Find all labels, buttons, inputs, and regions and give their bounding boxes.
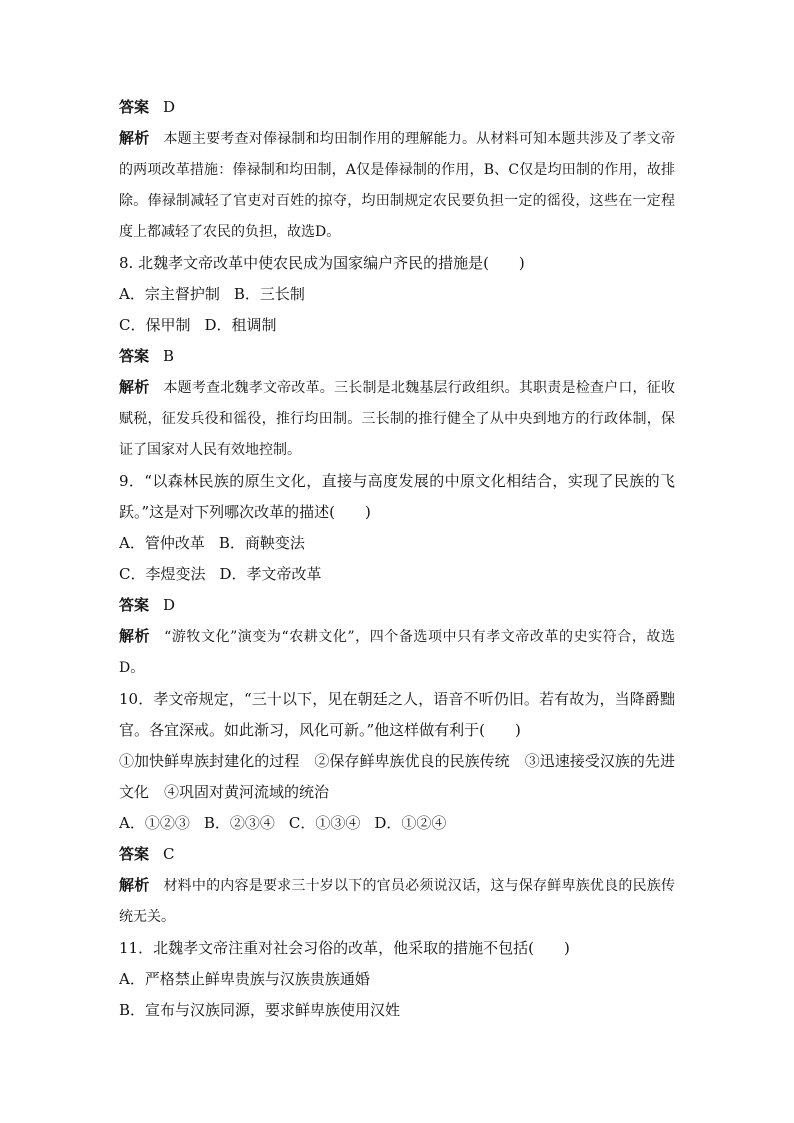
answer-value: D [163,98,176,116]
option-item: B．宣布与汉族同源，要求鲜卑族使用汉姓 [119,1001,401,1019]
explanation [119,870,675,933]
explanation [119,123,675,248]
options-row [119,279,675,310]
option-item: B．三长制 [233,285,305,303]
option-item: D．孝文帝改革 [219,565,322,583]
option-item: B．②③④ [203,814,275,832]
answer-value: D [163,596,176,614]
answer-line [119,341,675,372]
options-row [119,964,675,995]
option-item: C．李煜变法 [119,565,206,583]
option-item: A．①②③ [119,814,190,832]
answer-label: 答案 [119,596,150,614]
explanation-label: 解析 [119,876,150,894]
explanation-text: “游牧文化”演变为“农耕文化”，四个备选项中只有孝文帝改革的史实符合，故选D。 [119,629,675,676]
answer-line [119,92,675,123]
options-row [119,808,675,839]
explanation-text: 材料中的内容是要求三十岁以下的官员必须说汉话，这与保存鲜卑族优良的民族传统无关。 [119,878,675,925]
answer-label: 答案 [119,845,150,863]
options-row [119,528,675,559]
options-row [119,995,675,1026]
option-item: D．①②④ [374,814,447,832]
answer-label: 答案 [119,347,150,365]
explanation [119,621,675,684]
question-text: 9．“以森林民族的原生文化，直接与高度发展的中原文化相结合，实现了民族的飞跃。”这是对下列哪次改革的描述( ) [119,472,675,521]
answer-value: C [163,845,175,863]
question-text: 8. 北魏孝文帝改革中使农民成为国家编户齐民的措施是( ) [119,254,525,272]
option-item: A．管仲改革 [119,534,205,552]
explanation-label: 解析 [119,378,150,396]
explanation-label: 解析 [119,129,150,147]
option-item: A．宗主督护制 [119,285,220,303]
explanation [119,372,675,466]
answer-line [119,590,675,621]
document-content [119,92,675,1026]
explanation-text: 本题主要考查对俸禄制和均田制作用的理解能力。从材料可知本题共涉及了孝文帝的两项改革措施：俸禄制和均田制，A仅是俸禄制的作用，B、C仅是均田制的作用，故排除。俸禄制减轻了官吏对百姓的掠夺，均田制规定农民要负担一定的徭役，这些在一定程度上都减轻了农民的负担，故选D。 [119,131,675,240]
option-item: B．商鞅变法 [218,534,305,552]
option-item: D．租调制 [204,316,277,334]
explanation-text: 本题考查北魏孝文帝改革。三长制是北魏基层行政组织。其职责是检查户口，征收赋税，征发兵役和徭役，推行均田制。三长制的推行健全了从中央到地方的行政体制，保证了国家对人民有效地控制。 [119,380,675,458]
explanation-label: 解析 [119,627,151,645]
answer-value: B [163,347,175,365]
question-text: ①加快鲜卑族封建化的过程 ②保存鲜卑族优良的民族传统 ③迅速接受汉族的先进文化 ④巩固对黄河流域的统治 [119,752,675,801]
option-item: C．①③④ [288,814,361,832]
question-text: 10．孝文帝规定，“三十以下，见在朝廷之人，语音不听仍旧。若有故为，当降爵黜官。各宜深戒。如此渐习，风化可新。”他这样做有利于( ) [119,690,675,739]
answer-line [119,839,675,870]
option-item: C．保甲制 [119,316,191,334]
option-item: A．严格禁止鲜卑贵族与汉族贵族通婚 [119,970,370,988]
question-text: 11．北魏孝文帝注重对社会习俗的改革，他采取的措施不包括( ) [119,939,570,957]
answer-label: 答案 [119,98,150,116]
options-row [119,559,675,590]
options-row [119,310,675,341]
